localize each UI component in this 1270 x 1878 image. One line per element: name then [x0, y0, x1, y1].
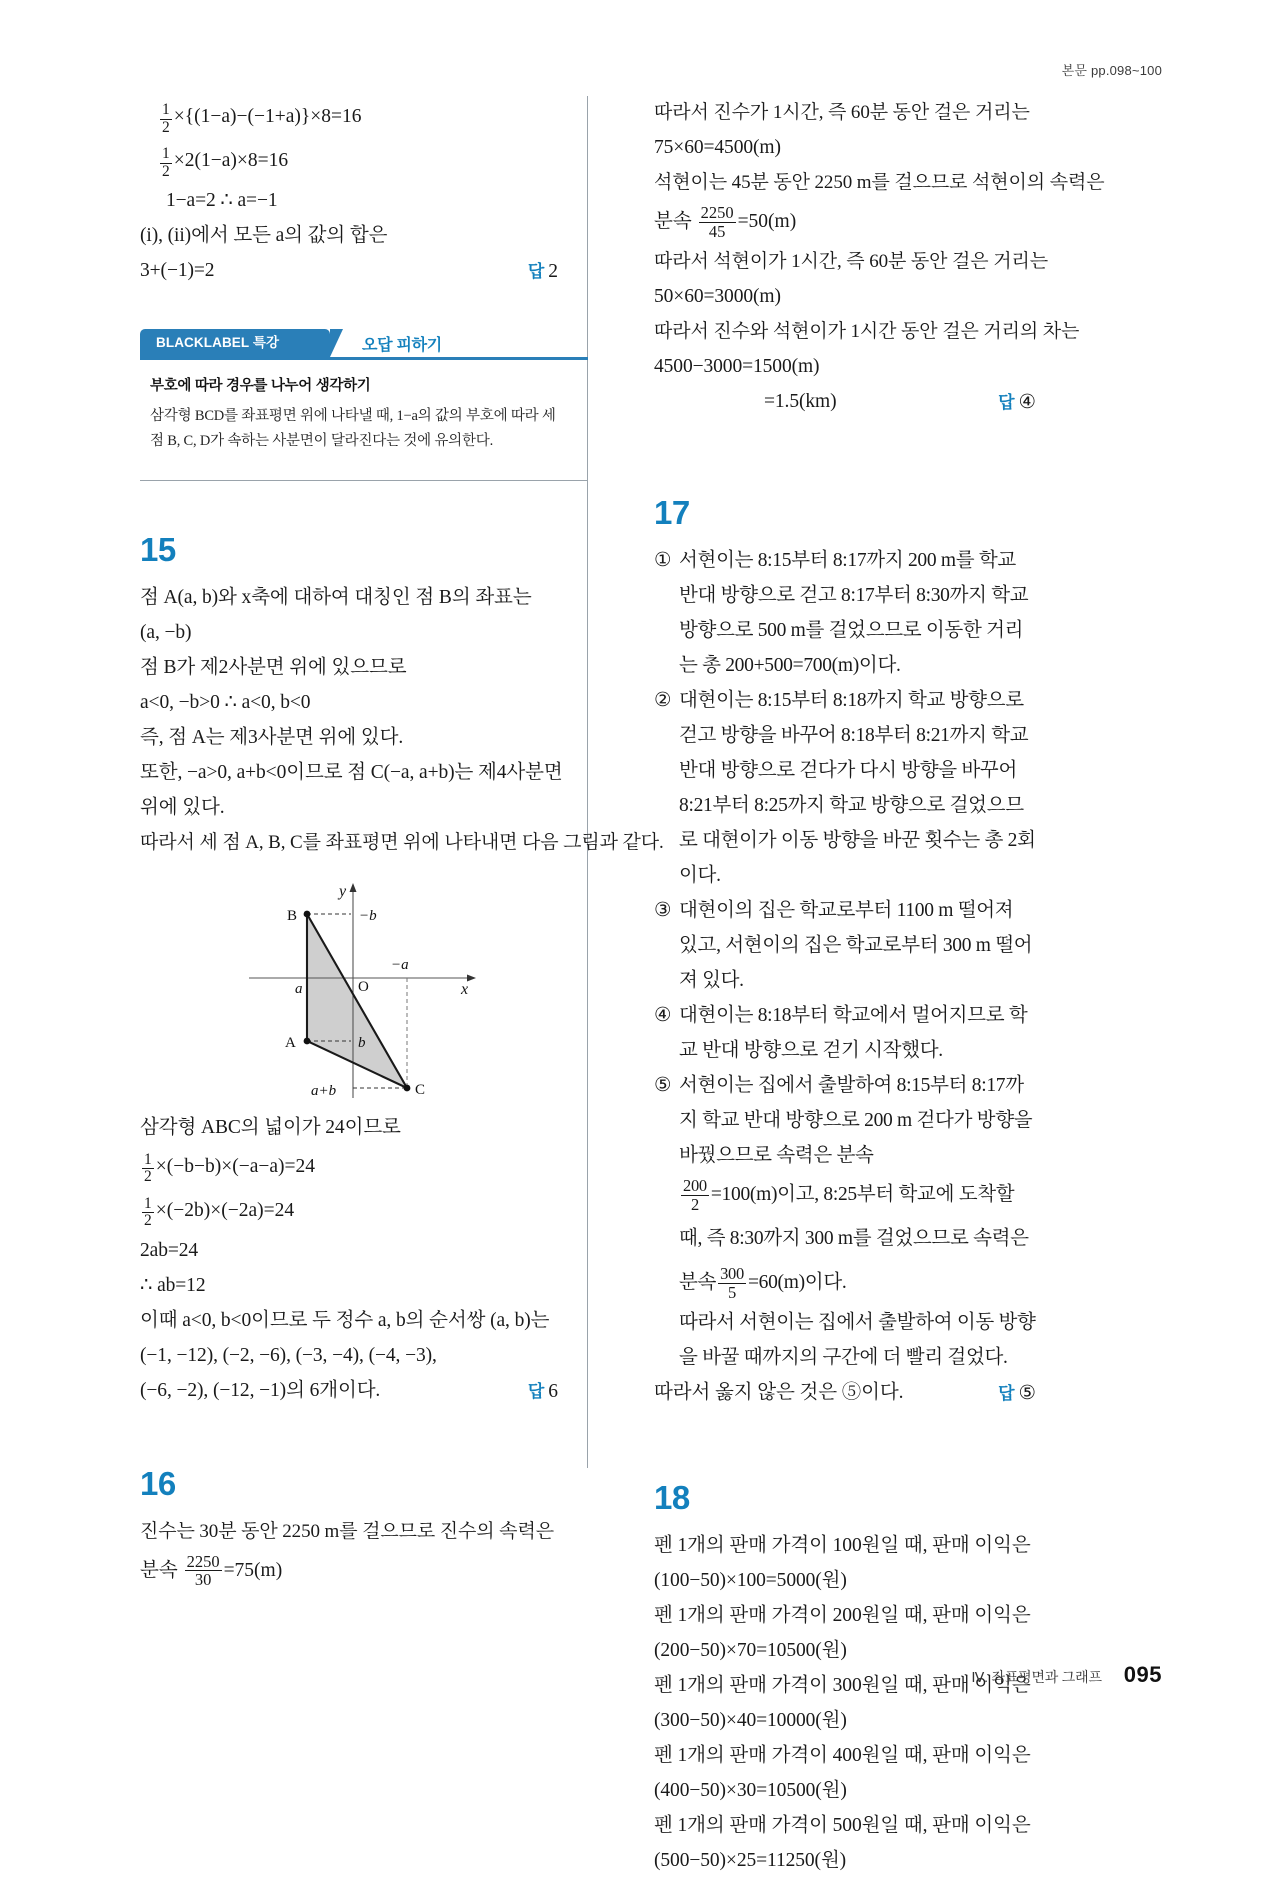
problem-17-choice-item	[654, 543, 1036, 683]
solution-text-line: (400−50)×30=10500(원)	[654, 1780, 847, 1801]
label-origin: O	[358, 978, 369, 995]
footer-chapter-title: Ⅳ. 좌표평면과 그래프	[971, 1669, 1102, 1685]
blacklabel-tab-title: 오답 피하기	[362, 337, 442, 354]
frac-denominator: 5	[718, 1283, 746, 1301]
choice-marker: ⑤	[654, 1075, 672, 1096]
label-axis-x: x	[461, 980, 469, 998]
solution-text-line: (200−50)×70=10500(원)	[654, 1640, 847, 1661]
point-c-dot	[404, 1084, 411, 1091]
equation-line: 4500−3000=1500(m)	[654, 356, 820, 377]
equation-line: ∴ ab=12	[140, 1274, 206, 1296]
problem-17-choice-list	[654, 543, 1036, 1068]
point-a-dot	[304, 1037, 311, 1044]
equation-line: 50×60=3000(m)	[654, 286, 781, 307]
answer-value: ⑤	[1018, 1383, 1036, 1404]
solution-text-line: 삼각형 ABC의 넓이가 24이므로	[140, 1116, 401, 1138]
solution-text-line: 즉, 점 A는 제3사분면 위에 있다.	[140, 726, 404, 748]
problem-number-16: 16	[140, 1464, 176, 1502]
solution-text-line: (100−50)×100=5000(원)	[654, 1570, 847, 1591]
solution-text-line: (300−50)×40=10000(원)	[654, 1710, 847, 1731]
problem-17-choice-item	[654, 893, 1036, 998]
footer-page-number: 095	[1123, 1662, 1162, 1687]
label-point-b: B	[287, 907, 298, 924]
label-axis-y: y	[339, 882, 347, 900]
solution-text-line: (500−50)×25=11250(원)	[654, 1850, 847, 1871]
choice-marker: ①	[654, 550, 672, 571]
choice-content: 대현이는 8:15부터 8:18까지 학교 방향으로 걷고 방향을 바꾸어 8:18부터 8:21까지 학교 반대 방향으로 걷다가 다시 방향을 바꾸어 8:21부터 8:25까지 학교 방향으로 걸었으므로 대현이가 이동 방향을 바꾼 횟수는 총 2회이다.	[679, 690, 1036, 886]
problem-17-choice-item	[654, 998, 1036, 1068]
solution-text-line: 또한, −a>0, a+b<0이므로 점 C(−a, a+b)는 제4사분면	[140, 761, 563, 783]
equation-area-2	[140, 1189, 558, 1233]
problem-17-choice-item	[654, 683, 1036, 893]
solution-text-line: 따라서 진수가 1시간, 즉 60분 동안 걸은 거리는	[654, 102, 1030, 123]
solution-text-line: 펜 1개의 판매 가격이 300원일 때, 판매 이익은	[654, 1675, 1031, 1696]
solution-text-line: 펜 1개의 판매 가격이 200원일 때, 판매 이익은	[654, 1605, 1031, 1626]
frac-numerator: 2250	[700, 203, 734, 223]
equation-remainder: =75(m)	[223, 1559, 283, 1581]
solution-text-line: a<0, −b>0 ∴ a<0, b<0	[140, 691, 311, 713]
coordinate-plane-figure-wrap	[140, 866, 588, 1106]
solution-text-line: (−6, −2), (−12, −1)의 6개이다.	[140, 1379, 381, 1401]
equation-line-1	[140, 95, 558, 139]
problem-17-block	[654, 496, 1036, 1405]
solution-text-line: 펜 1개의 판매 가격이 400원일 때, 판매 이익은	[654, 1745, 1031, 1766]
equation-line-2	[140, 139, 558, 183]
solution-text-line: 따라서 석현이가 1시간, 즉 60분 동안 걸은 거리는	[654, 251, 1048, 272]
frac-numerator: 1	[162, 145, 170, 163]
coordinate-plane-figure	[239, 866, 489, 1106]
choice-text-part: 따라서 서현이는 집에서 출발하여 이동 방향을 바꿀 때까지의 구간에 더 빨리 걸었다.	[679, 1312, 1036, 1368]
equation-remainder: ×(−b−b)×(−a−a)=24	[155, 1155, 316, 1177]
equation-remainder: ×{(1−a)−(−1+a)}×8=16	[173, 106, 362, 127]
choice-text-part: 서현이는 집에서 출발하여 8:15부터 8:17까지 학교 반대 방향으로 200 m 걷다가 방향을 바꿨으므로 속력은 분속	[679, 1075, 1033, 1166]
blacklabel-tab: BLACKLABEL 특강	[140, 329, 330, 357]
problem-16-block	[140, 1464, 558, 1593]
blacklabel-paragraph: 삼각형 BCD를 좌표평면 위에 나타낼 때, 1−a의 값의 부호에 따라 세 점 B, C, D가 속하는 사분면이 달라진다는 것에 유의한다.	[150, 407, 556, 449]
equation-line: 2ab=24	[140, 1239, 199, 1261]
choice-marker: ③	[654, 900, 672, 921]
speed-prefix: 분속	[140, 1559, 178, 1581]
answer-label: 답	[527, 262, 545, 281]
solution-text-line: 점 B가 제2사분면 위에 있으므로	[140, 656, 407, 678]
answer-value: ④	[1018, 392, 1036, 413]
top-solution-block	[140, 95, 558, 283]
choice-marker: ②	[654, 690, 672, 711]
choice-content: 서현이는 8:15부터 8:17까지 200 m를 학교 반대 방향으로 걷고 8:17부터 8:30까지 학교 방향으로 500 m를 걸었으므로 이동한 거리는 총 200+500=700(m)이다.	[679, 550, 1029, 676]
equation-speed	[140, 1549, 558, 1593]
problem-15-block	[140, 530, 664, 1403]
solution-text-line: 이때 a<0, b<0이므로 두 정수 a, b의 순서쌍 (a, b)는	[140, 1309, 550, 1331]
solution-text-line: 3+(−1)=2	[140, 260, 215, 281]
y-axis-arrow	[350, 883, 357, 892]
frac-numerator: 1	[162, 101, 170, 119]
frac-numerator: 1	[144, 1151, 152, 1169]
frac-denominator: 30	[185, 1570, 222, 1588]
answer-row	[654, 388, 1036, 414]
blacklabel-tab-row	[140, 329, 588, 357]
blacklabel-special-box	[140, 329, 558, 481]
choice-equation-part	[679, 1173, 1036, 1305]
frac-numerator: 1	[144, 1195, 152, 1213]
solution-text-line: 펜 1개의 판매 가격이 500원일 때, 판매 이익은	[654, 1815, 1031, 1836]
solution-conclusion-line: 따라서 옳지 않은 것은 ⑤이다.	[654, 1382, 904, 1403]
problem-number-18: 18	[654, 1479, 690, 1516]
frac-denominator: 45	[699, 222, 736, 240]
label-point-a: A	[285, 1034, 296, 1051]
page-footer	[971, 1662, 1162, 1688]
blacklabel-bottom-rule	[140, 480, 588, 481]
blacklabel-body	[140, 360, 558, 454]
solution-text-line: 위에 있다.	[140, 796, 225, 818]
label-a-plus-b: a+b	[311, 1082, 337, 1099]
choice-text-part: =60(m)이다.	[747, 1272, 847, 1293]
point-b-dot	[304, 910, 311, 917]
choice-content: 대현이는 8:18부터 학교에서 멀어지므로 학교 반대 방향으로 걷기 시작했다.	[679, 1005, 1028, 1061]
choice-content: 대현이의 집은 학교로부터 1100 m 떨어져 있고, 서현이의 집은 학교로부터 300 m 떨어져 있다.	[679, 900, 1033, 991]
answer-label: 답	[998, 393, 1015, 412]
solution-text-line: 석현이는 45분 동안 2250 m를 걸으므로 석현이의 속력은	[654, 172, 1105, 193]
problem-18-lines	[654, 1528, 1036, 1878]
label-a: a	[295, 980, 303, 997]
frac-denominator: 2	[681, 1195, 709, 1213]
label-minus-b: −b	[359, 907, 377, 924]
solution-text-line: 따라서 진수와 석현이가 1시간 동안 걸은 거리의 차는	[654, 321, 1080, 342]
blacklabel-heading: 부호에 따라 경우를 나누어 생각하기	[150, 377, 371, 394]
solution-text-line: (a, −b)	[140, 621, 192, 643]
choice-content	[679, 1068, 1036, 1375]
left-column	[140, 95, 664, 1590]
frac-denominator: 2	[162, 162, 170, 180]
label-point-c: C	[415, 1081, 426, 1098]
frac-denominator: 2	[144, 1212, 152, 1230]
equation-line: =1.5(km)	[764, 391, 837, 412]
equation-line-3: 1−a=2 ∴ a=−1	[166, 190, 278, 211]
frac-denominator: 2	[162, 118, 170, 136]
problem-17-choice-5	[654, 1068, 1036, 1375]
problem-number-17: 17	[654, 494, 690, 531]
answer-label: 답	[527, 1381, 545, 1401]
page-header-reference: 본문 pp.098~100	[1061, 63, 1162, 78]
solution-text-line: 따라서 세 점 A, B, C를 좌표평면 위에 나타내면 다음 그림과 같다.	[140, 831, 664, 853]
equation-line: 75×60=4500(m)	[654, 137, 781, 158]
solution-text-line: (i), (ii)에서 모든 a의 값의 합은	[140, 225, 388, 246]
problem-number-15: 15	[140, 530, 176, 568]
solution-text-line: 진수는 30분 동안 2250 m를 걸으므로 진수의 속력은	[140, 1520, 554, 1542]
answer-value: 2	[548, 261, 558, 282]
problem-16-continuation-block	[654, 95, 1105, 414]
x-axis-arrow	[467, 974, 476, 981]
answer-label: 답	[998, 1384, 1015, 1403]
label-b: b	[358, 1034, 366, 1051]
choice-marker: ④	[654, 1005, 672, 1026]
solution-text-line: (−1, −12), (−2, −6), (−3, −4), (−4, −3),	[140, 1344, 437, 1366]
choice-text-part: =100(m)이고, 8:25부터 학교에 도착할 때, 즉 8:30까지 300 m를 걸었으므로 속력은 분속	[679, 1184, 1029, 1293]
speed-prefix: 분속	[654, 211, 692, 232]
equation-remainder: =50(m)	[737, 211, 797, 232]
frac-numerator: 300	[720, 1264, 744, 1284]
label-minus-a: −a	[391, 956, 409, 973]
equation-speed	[654, 200, 1036, 244]
frac-numerator: 2250	[186, 1552, 220, 1572]
frac-denominator: 2	[144, 1168, 152, 1186]
frac-numerator: 200	[683, 1176, 707, 1196]
solution-text-line: 점 A(a, b)와 x축에 대하여 대칭인 점 B의 좌표는	[140, 586, 532, 608]
equation-remainder: ×2(1−a)×8=16	[173, 150, 289, 171]
answer-value: 6	[548, 1380, 558, 1402]
equation-remainder: ×(−2b)×(−2a)=24	[155, 1199, 295, 1221]
solution-text-line: 펜 1개의 판매 가격이 100원일 때, 판매 이익은	[654, 1535, 1031, 1556]
equation-area-1	[140, 1145, 558, 1189]
